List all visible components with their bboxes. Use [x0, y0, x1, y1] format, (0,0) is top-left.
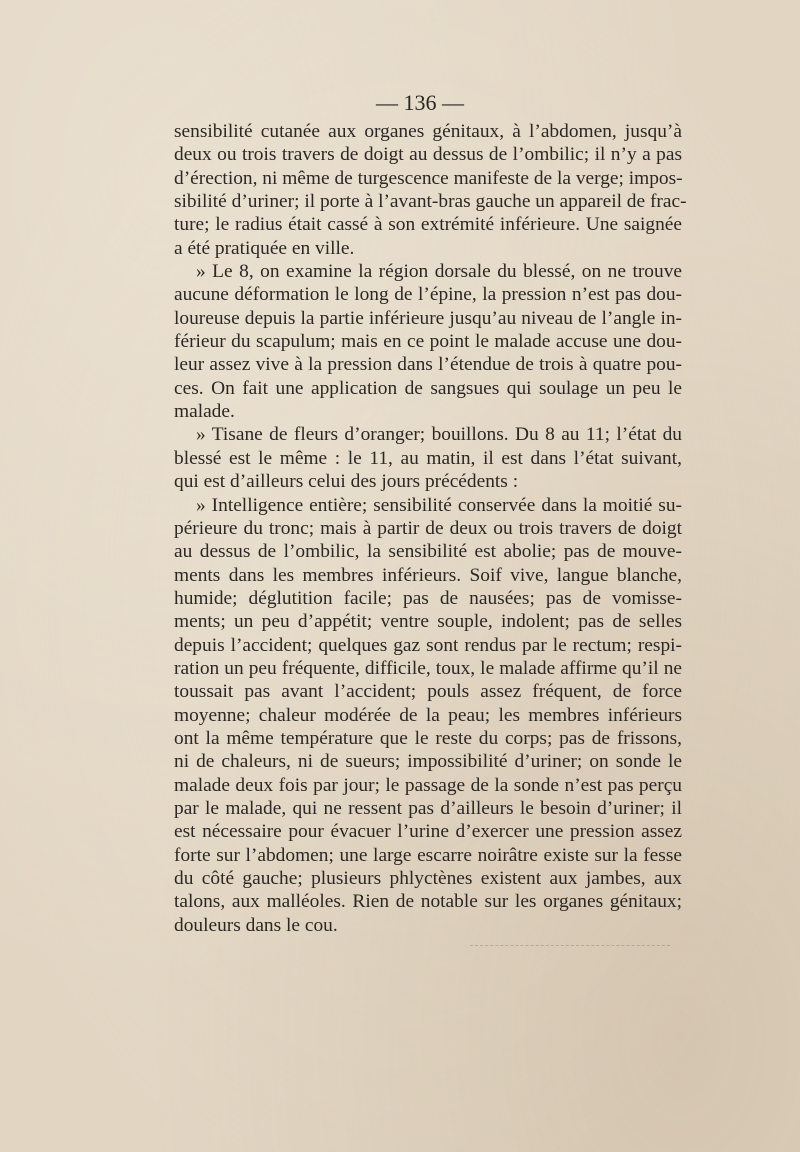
text-line: a été pratiquée en ville. — [174, 237, 355, 259]
text-line: au dessus de l’ombilic, la sensibilité est abolie; pas de mouve- — [174, 541, 682, 563]
text-line: sensibilité cutanée aux organes génitaux, à l’abdomen, jusqu’à — [174, 121, 682, 142]
text-line: ni de chaleurs, ni de sueurs; impossibilité d’uriner; on sonde le — [174, 751, 682, 773]
body-text — [174, 120, 687, 937]
text-line: » Tisane de fleurs d’oranger; bouillons. Du 8 au 11; l’état du — [196, 424, 682, 446]
text-line: talons, aux malléoles. Rien de notable sur les organes génitaux; — [174, 891, 682, 913]
text-line: forte sur l’abdomen; une large escarre noirâtre existe sur la fesse — [174, 844, 682, 866]
text-line: deux ou trois travers de doigt au dessus de l’ombilic; il n’y a pas — [174, 144, 682, 166]
text-line: aucune déformation le long de l’épine, la pression n’est pas dou- — [174, 284, 682, 306]
text-line: férieur du scapulum; mais en ce point le malade accuse une dou- — [174, 331, 682, 353]
text-line: leur assez vive à la pression dans l’étendue de trois à quatre pou- — [174, 354, 682, 376]
text-line: humide; déglutition facile; pas de nausées; pas de vomisse- — [174, 587, 682, 609]
faint-bleed-through-rule — [470, 945, 670, 946]
text-line: blessé est le même : le 11, au matin, il est dans l’état suivant, — [174, 447, 682, 469]
text-line: » Intelligence entière; sensibilité conservée dans la moitié su- — [196, 494, 682, 516]
page-number: — 136 — — [376, 90, 464, 115]
text-line: ments dans les membres inférieurs. Soif vive, langue blanche, — [174, 564, 682, 586]
text-line: par le malade, qui ne ressent pas d’ailleurs le besoin d’uriner; il — [174, 797, 682, 819]
text-line: malade deux fois par jour; le passage de la sonde n’est pas perçu — [174, 774, 682, 796]
text-line: est nécessaire pour évacuer l’urine d’exercer une pression assez — [174, 821, 682, 843]
text-line: périeure du tronc; mais à partir de deux ou trois travers de doigt — [174, 517, 682, 539]
text-line: ration un peu fréquente, difficile, toux, le malade affirme qu’il ne — [174, 657, 682, 679]
text-line: du côté gauche; plusieurs phlyctènes existent aux jambes, aux — [174, 868, 682, 889]
text-line: douleurs dans le cou. — [174, 914, 338, 936]
text-line: » Le 8, on examine la région dorsale du blessé, on ne trouve — [196, 261, 682, 283]
text-line: loureuse depuis la partie inférieure jusqu’au niveau de l’angle in- — [174, 307, 682, 329]
text-line: malade. — [174, 401, 235, 423]
text-line: toussait pas avant l’accident; pouls assez fréquent, de force — [174, 681, 682, 703]
text-line: ments; un peu d’appétit; ventre souple, indolent; pas de selles — [174, 611, 682, 633]
text-line: ont la même température que le reste du corps; pas de frissons, — [174, 727, 682, 749]
text-line: ture; le radius était cassé à son extrémité inférieure. Une saignée — [174, 214, 682, 236]
text-line: depuis l’accident; quelques gaz sont rendus par le rectum; respi- — [174, 634, 682, 656]
text-line: moyenne; chaleur modérée de la peau; les membres inférieurs — [174, 704, 682, 726]
text-line: ces. On fait une application de sangsues qui soulage un peu le — [174, 377, 682, 399]
text-line: d’érection, ni même de turgescence manifeste de la verge; impos- — [174, 167, 683, 189]
text-line: sibilité d’uriner; il porte à l’avant-bras gauche un appareil de frac- — [174, 191, 687, 213]
text-line: qui est d’ailleurs celui des jours précédents : — [174, 471, 519, 493]
